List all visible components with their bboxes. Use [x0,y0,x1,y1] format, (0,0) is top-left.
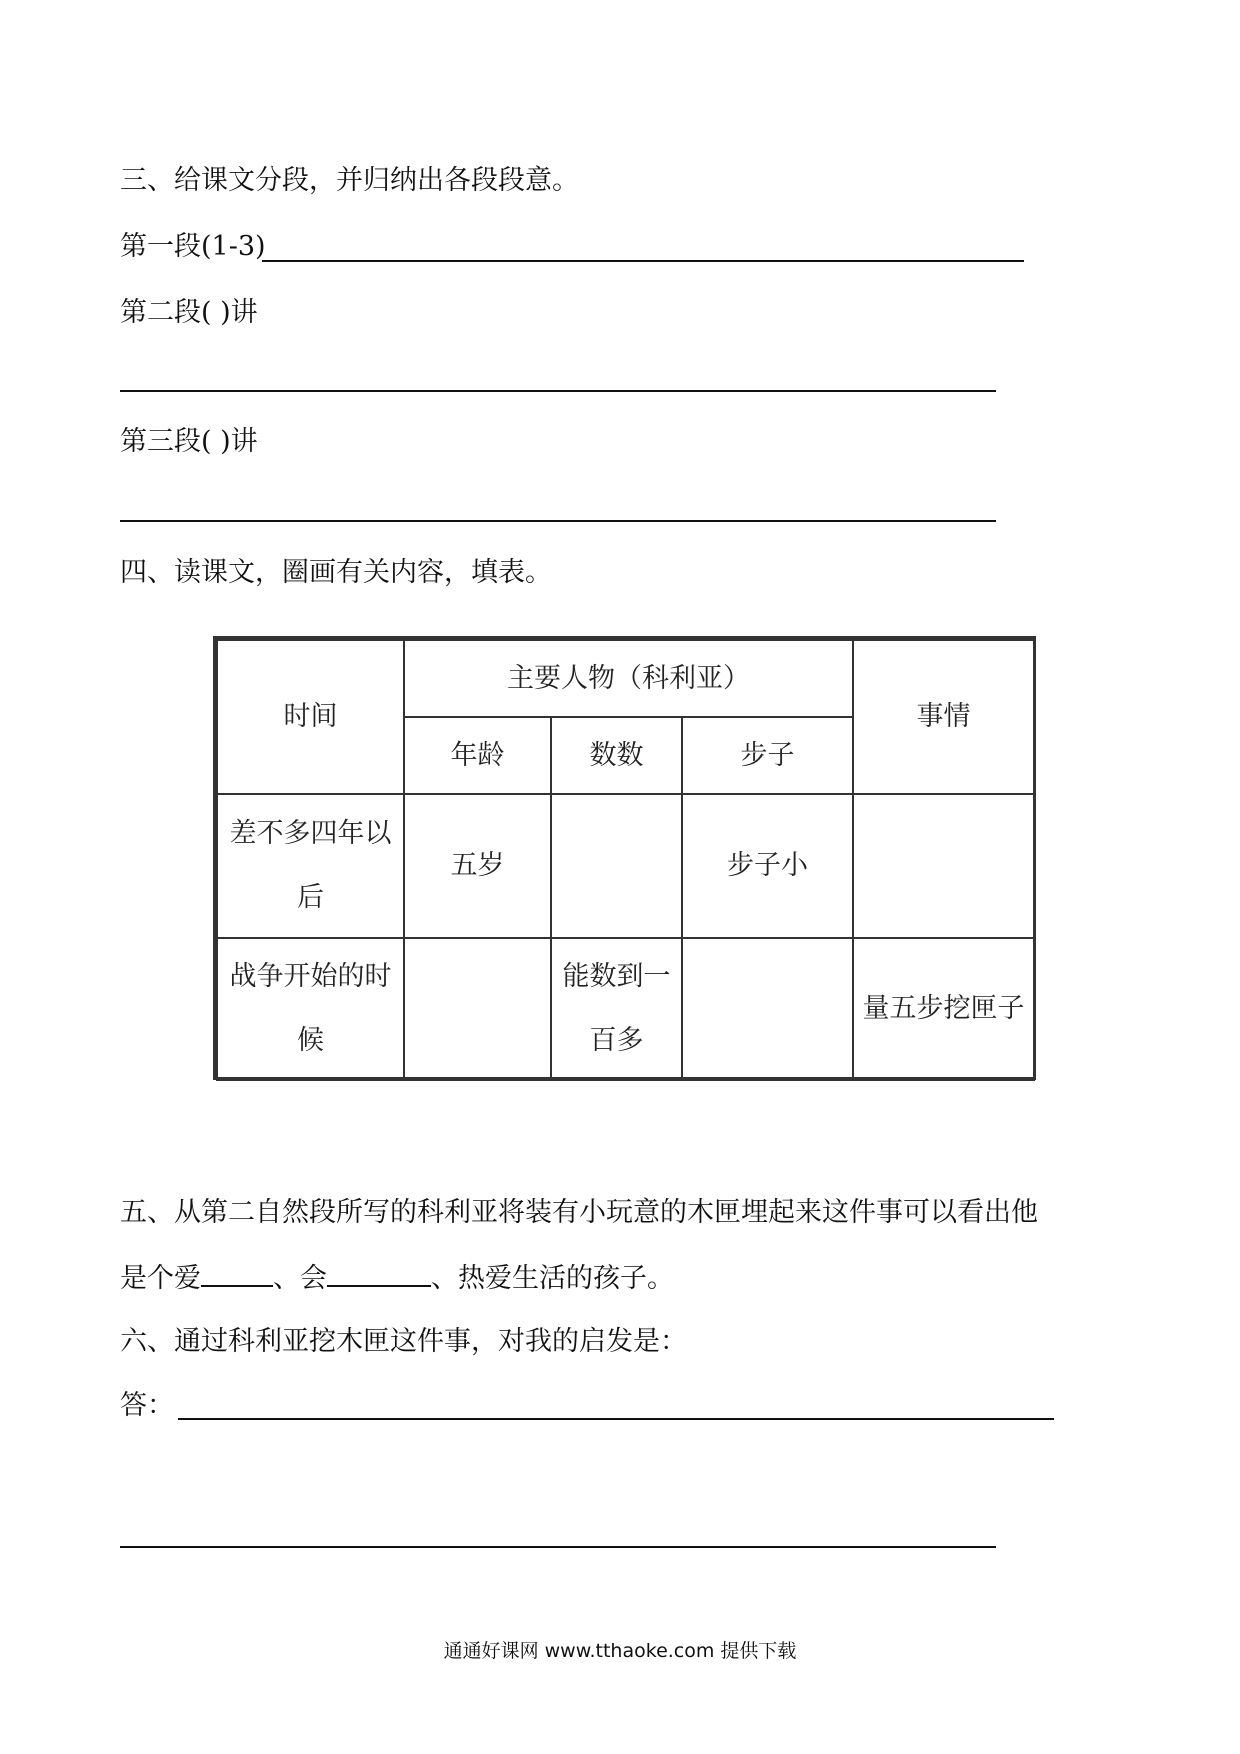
row2-event: 量五步挖匣子 [853,938,1034,1080]
row1-event[interactable] [853,794,1034,938]
subheader-count: 数数 [551,717,682,794]
answer-label: 答： [120,1390,174,1421]
paragraph-1-answer-line[interactable] [262,260,1024,262]
row2-count: 能数到一百多 [551,938,682,1080]
paragraph-3-answer-line[interactable] [120,520,996,522]
footer-credit: 通通好课网 www.tthaoke.com 提供下载 [443,1640,797,1662]
section-5-text-c: 、热爱生活的孩子。 [431,1263,674,1294]
header-event: 事情 [853,640,1034,794]
section-5-text-b: 、会 [273,1263,327,1294]
paragraph-2-answer-line[interactable] [120,390,996,392]
section-3-title: 三、给课文分段，并归纳出各段段意。 [120,165,579,196]
section-4-title: 四、读课文，圈画有关内容，填表。 [120,557,552,588]
fill-in-table [213,636,1036,1080]
section-5-line-1: 五、从第二自然段所写的科利亚将装有小玩意的木匣埋起来这件事可以看出他 [120,1197,1038,1228]
subheader-step: 步子 [682,717,853,794]
paragraph-2-label: 第二段( )讲 [120,297,258,328]
row1-step: 步子小 [682,794,853,938]
row2-age[interactable] [404,938,551,1080]
blank-can[interactable] [327,1261,431,1287]
header-main-person: 主要人物（科利亚） [404,640,853,717]
header-time: 时间 [217,640,404,794]
blank-love[interactable] [201,1261,273,1287]
answer-line-1[interactable] [178,1418,1054,1420]
row1-age: 五岁 [404,794,551,938]
section-5-line-2 [120,1261,674,1296]
subheader-age: 年龄 [404,717,551,794]
row1-time: 差不多四年以后 [217,794,404,938]
paragraph-3-label: 第三段( )讲 [120,426,258,457]
answer-line-2[interactable] [120,1546,996,1548]
row2-step[interactable] [682,938,853,1080]
row2-time: 战争开始的时候 [217,938,404,1080]
section-5-text-a: 是个爱 [120,1263,201,1294]
row1-count[interactable] [551,794,682,938]
paragraph-1-label: 第一段(1-3) [120,231,266,262]
section-6-title: 六、通过科利亚挖木匣这件事，对我的启发是： [120,1326,687,1357]
